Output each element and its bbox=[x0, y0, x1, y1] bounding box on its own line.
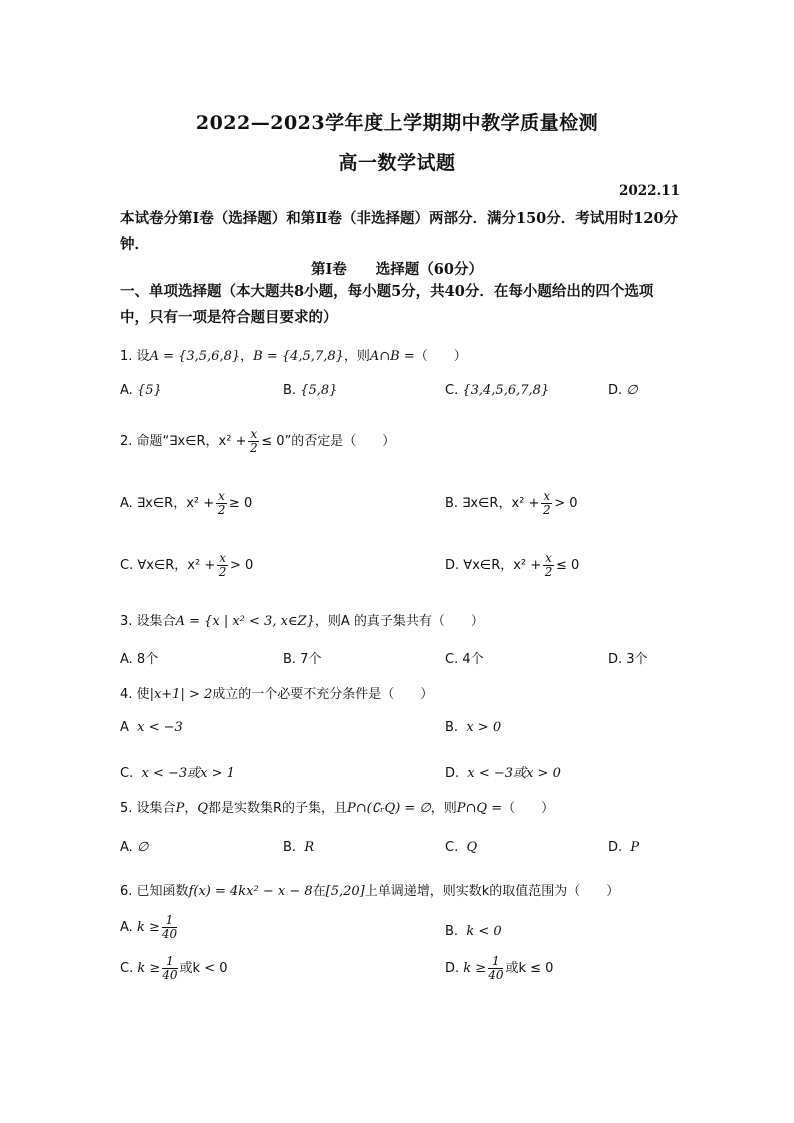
q4-option-a-value: x < −3 bbox=[137, 720, 183, 735]
q2-fraction bbox=[248, 428, 259, 455]
q6-a-frac-num: 1 bbox=[162, 914, 177, 928]
q2-option-a[interactable] bbox=[120, 490, 252, 517]
q2-frac-num: x bbox=[250, 427, 258, 441]
q4-option-b-label: B. bbox=[445, 720, 459, 735]
q6-c-frac-den: 40 bbox=[162, 968, 178, 982]
q6-option-c[interactable] bbox=[120, 955, 228, 982]
q6-c-frac-num: 1 bbox=[162, 955, 177, 969]
q6-option-d[interactable] bbox=[445, 955, 553, 982]
q2-option-a-frac bbox=[216, 490, 227, 517]
q5-option-a[interactable] bbox=[120, 840, 148, 855]
q4-option-d[interactable] bbox=[445, 762, 561, 781]
question-4 bbox=[120, 683, 433, 702]
q1-pre: 设 bbox=[136, 349, 150, 364]
q3-option-d[interactable]: D. 3个 bbox=[608, 652, 648, 667]
q5-set-p: P bbox=[175, 801, 185, 816]
q2-option-d-frac bbox=[543, 552, 554, 579]
question-1 bbox=[120, 345, 467, 364]
q5-option-b-value: R bbox=[304, 840, 315, 855]
q4-option-b[interactable] bbox=[445, 720, 501, 735]
q5-mid2: ，则 bbox=[430, 801, 457, 816]
q1-option-b-value: {5,8} bbox=[300, 383, 338, 398]
q2-option-c-rel: > 0 bbox=[230, 558, 254, 573]
q4-pre: 使 bbox=[136, 687, 150, 702]
q1-expr: A∩B = bbox=[369, 349, 415, 364]
q4-option-b-value: x > 0 bbox=[466, 720, 502, 735]
q1-mid: ，则 bbox=[343, 349, 370, 364]
q6-option-c-frac bbox=[162, 955, 177, 982]
q4-post: 成立的一个必要不充分条件是（ ） bbox=[212, 687, 434, 702]
q1-option-a[interactable] bbox=[120, 383, 162, 398]
q5-sep: ， bbox=[184, 801, 198, 816]
q6-option-a-frac bbox=[162, 914, 177, 941]
q3-pre: 设集合 bbox=[136, 614, 176, 629]
q5-mid: 都是实数集R的子集，且 bbox=[208, 801, 348, 816]
q5-expr2: P∩Q = bbox=[456, 801, 503, 816]
q6-post: 上单调递增，则实数k的取值范围为（ ） bbox=[364, 884, 620, 899]
exam-intro: 本试卷分第Ⅰ卷（选择题）和第Ⅱ卷（非选择题）两部分．满分150分．考试用时120分钟． bbox=[120, 210, 679, 253]
q5-option-b[interactable] bbox=[283, 840, 314, 855]
exam-title: 2022—2023学年度上学期期中教学质量检测 bbox=[195, 112, 599, 134]
q5-option-b-label: B. bbox=[283, 840, 297, 855]
q4-option-c[interactable] bbox=[120, 762, 235, 781]
q1-option-b[interactable] bbox=[283, 383, 337, 398]
q6-d-frac-num: 1 bbox=[488, 955, 503, 969]
q1-option-b-label: B. bbox=[283, 383, 297, 398]
q6-option-d-post: 或k ≤ 0 bbox=[505, 961, 554, 976]
q5-option-d-label: D. bbox=[608, 840, 623, 855]
q6-pre: 已知函数 bbox=[136, 884, 189, 899]
q4-option-d-label: D. bbox=[445, 766, 460, 781]
q5-set-q: Q bbox=[197, 801, 208, 816]
q3-option-c[interactable]: C. 4个 bbox=[445, 652, 484, 667]
q5-expr: P∩(∁ᵣQ) = ∅ bbox=[347, 801, 431, 816]
q2-frac-den: 2 bbox=[250, 441, 258, 455]
q4-option-c-value: x < −3或x > 1 bbox=[141, 766, 235, 781]
q6-option-a-pre: k ≥ bbox=[136, 920, 160, 935]
q1-option-d-value: ∅ bbox=[626, 383, 638, 398]
q2-option-d-label: D. bbox=[445, 558, 460, 573]
q6-option-d-label: D. bbox=[445, 961, 460, 976]
q4-option-d-value: x < −3或x > 0 bbox=[467, 766, 561, 781]
q1-set-a: A = {3,5,6,8} bbox=[149, 349, 241, 364]
question-3 bbox=[120, 610, 484, 629]
q5-option-d[interactable] bbox=[608, 840, 639, 855]
q4-option-a[interactable] bbox=[120, 720, 183, 735]
q2-option-b-frac bbox=[541, 490, 552, 517]
q5-pre: 设集合 bbox=[136, 801, 176, 816]
q1-sep: ， bbox=[240, 349, 254, 364]
q2-option-b-pre: ∃x∈R，x² + bbox=[462, 496, 540, 511]
q6-option-c-label: C. bbox=[120, 961, 134, 976]
q3-post: ，则A 的真子集共有（ ） bbox=[314, 614, 484, 629]
q2-option-b[interactable] bbox=[445, 490, 577, 517]
q5-option-a-value: ∅ bbox=[136, 840, 149, 855]
q1-post: （ ） bbox=[414, 349, 467, 364]
q2-d-frac-den: 2 bbox=[544, 565, 553, 579]
q2-d-frac-num: x bbox=[545, 551, 552, 565]
q6-mid: 在 bbox=[312, 884, 326, 899]
q6-option-b-value: k < 0 bbox=[466, 924, 502, 939]
q1-option-a-label: A. bbox=[120, 383, 133, 398]
q2-option-a-label: A. bbox=[120, 496, 133, 511]
q2-option-b-rel: > 0 bbox=[554, 496, 578, 511]
q2-c-frac-den: 2 bbox=[218, 565, 227, 579]
q2-number: 2. bbox=[120, 434, 133, 449]
q2-option-c-pre: ∀x∈R，x² + bbox=[137, 558, 216, 573]
question-2 bbox=[120, 428, 395, 455]
question-6 bbox=[120, 880, 619, 899]
q2-pre: 命题“∃x∈R，x² + bbox=[136, 434, 247, 449]
q6-a-frac-den: 40 bbox=[161, 927, 178, 941]
q3-option-b[interactable]: B. 7个 bbox=[283, 652, 322, 667]
q2-option-c[interactable] bbox=[120, 552, 253, 579]
q6-option-d-frac bbox=[488, 955, 503, 982]
q2-option-d-pre: ∀x∈R，x² + bbox=[463, 558, 542, 573]
q4-number: 4. bbox=[120, 687, 133, 702]
q2-a-frac-den: 2 bbox=[217, 503, 226, 517]
part-one-heading: 第Ⅰ卷 选择题（60分） bbox=[311, 261, 483, 278]
q2-rel: ≤ 0 bbox=[261, 434, 285, 449]
q3-option-a[interactable]: A. 8个 bbox=[120, 652, 159, 667]
q5-post: （ ） bbox=[502, 801, 555, 816]
exam-subtitle: 高一数学试题 bbox=[338, 152, 456, 174]
q5-option-c-value: Q bbox=[466, 840, 478, 855]
q1-option-d-label: D. bbox=[608, 383, 623, 398]
question-5 bbox=[120, 797, 554, 816]
q5-option-c[interactable] bbox=[445, 840, 477, 855]
q2-option-c-label: C. bbox=[120, 558, 134, 573]
q5-option-d-value: P bbox=[630, 840, 640, 855]
q2-c-frac-num: x bbox=[219, 551, 227, 565]
q2-post: ”的否定是（ ） bbox=[284, 434, 396, 449]
q2-b-frac-num: x bbox=[543, 489, 551, 503]
q2-option-a-pre: ∃x∈R，x² + bbox=[136, 496, 215, 511]
q2-b-frac-den: 2 bbox=[542, 503, 551, 517]
q4-option-c-label: C. bbox=[120, 766, 134, 781]
q1-set-b: B = {4,5,7,8} bbox=[253, 349, 344, 364]
exam-date: 2022.11 bbox=[618, 183, 680, 199]
q2-option-d[interactable] bbox=[445, 552, 579, 579]
q4-expr: |x+1| > 2 bbox=[149, 687, 213, 702]
q1-option-c[interactable] bbox=[445, 383, 549, 398]
q6-d-frac-den: 40 bbox=[488, 968, 504, 982]
q3-set: A = {x | x² < 3, x∈Z} bbox=[175, 614, 315, 629]
q6-option-c-post: 或k < 0 bbox=[179, 961, 228, 976]
q2-a-frac-num: x bbox=[218, 489, 225, 503]
q2-option-a-rel: ≥ 0 bbox=[228, 496, 253, 511]
q1-option-a-value: {5} bbox=[136, 383, 162, 398]
q5-option-c-label: C. bbox=[445, 840, 459, 855]
q4-option-a-label: A bbox=[120, 720, 129, 735]
q1-option-d[interactable] bbox=[608, 383, 638, 398]
q5-option-a-label: A. bbox=[120, 840, 133, 855]
q5-number: 5. bbox=[120, 801, 133, 816]
q6-number: 6. bbox=[120, 884, 133, 899]
q1-option-c-value: {3,4,5,6,7,8} bbox=[462, 383, 550, 398]
q6-option-d-pre: k ≥ bbox=[463, 961, 487, 976]
q2-option-d-rel: ≤ 0 bbox=[555, 558, 580, 573]
q6-interval: [5,20] bbox=[325, 884, 365, 899]
q1-number: 1. bbox=[120, 349, 133, 364]
q6-option-b-label: B. bbox=[445, 924, 459, 939]
q6-function: f(x) = 4kx² − x − 8 bbox=[188, 884, 313, 899]
q6-option-b[interactable] bbox=[445, 924, 502, 939]
q6-option-a-label: A. bbox=[120, 920, 133, 935]
q2-option-c-frac bbox=[217, 552, 228, 579]
q6-option-c-pre: k ≥ bbox=[137, 961, 161, 976]
q1-option-c-label: C. bbox=[445, 383, 459, 398]
q6-option-a[interactable] bbox=[120, 914, 179, 941]
section-one-heading: 一、单项选择题（本大题共8小题，每小题5分，共40分．在每小题给出的四个选项中，只有一项是符合题目要求的） bbox=[120, 283, 654, 326]
q2-option-b-label: B. bbox=[445, 496, 459, 511]
q3-number: 3. bbox=[120, 614, 133, 629]
